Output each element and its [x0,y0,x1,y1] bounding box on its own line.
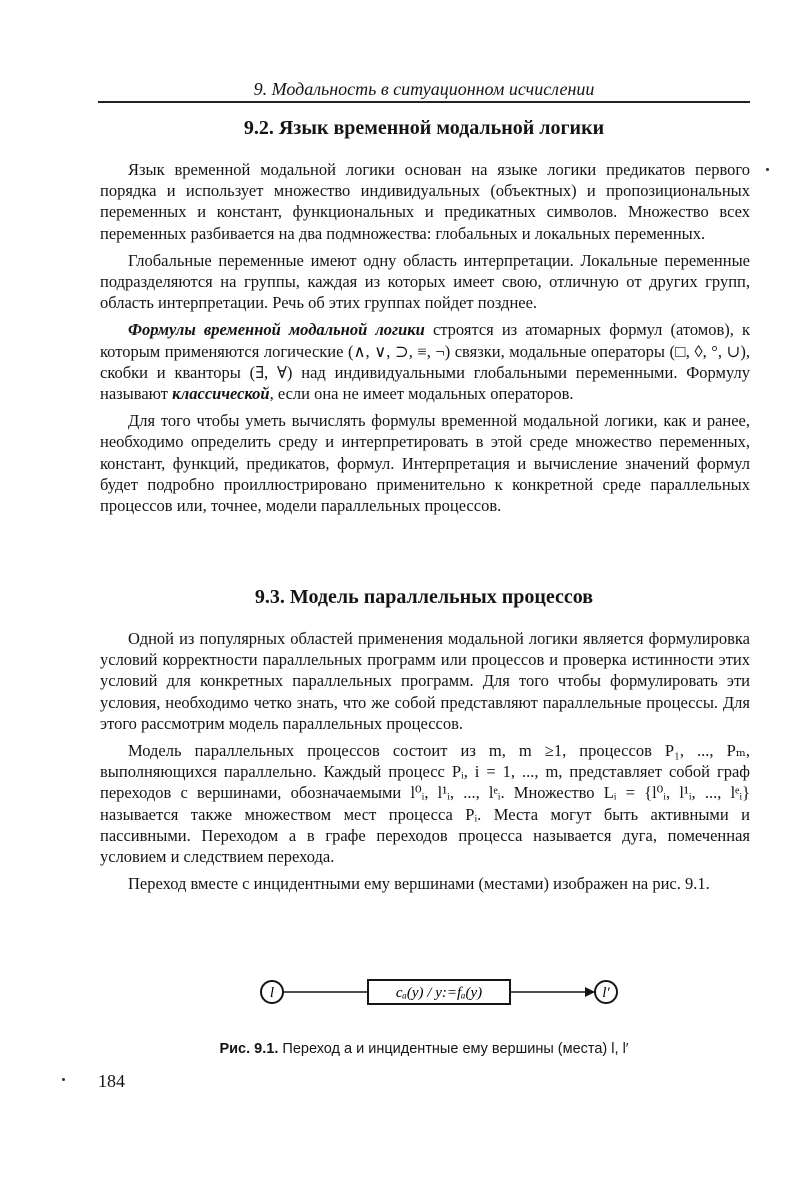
paragraph: Одной из популярных областей применения модальной логики является формулировка условий корректности параллельных программ или процессов и проверка истинности этих условий для конкретных параллельных программ. Для того чтобы формулировать эти условия, необходимо четко знать, что же собой представляют параллельные процессы. Для этого рассмотрим модель параллельных процессов. [100,629,750,733]
section-title-9-3: 9.3. Модель параллельных процессов [254,586,594,608]
paragraph-text: строятся из атомарных формул (атомов), к которым применяются логические (∧, ∨, ⊃, ≡, ¬) связки, модальные операторы (□, ◊, °, ∪), скобки и кванторы (∃, ∀) над индивидуальными глобальными переменными. Формулу называют [100,320,750,404]
caption-label: Рис. 9.1. [219,1041,279,1057]
paragraph: Глобальные переменные имеют одну область интерпретации. Локальные переменные подразделяются на группы, каждая из которых имеет свою, отличную от других групп, область интерпретации. Речь об этих группах пойдет позднее. [100,250,750,313]
paragraph [100,319,750,404]
defined-term: Формулы временной модальной логики [128,320,425,340]
transition-diagram [0,970,806,1010]
paragraph: Модель параллельных процессов состоит из m, m ≥1, процессов P₁, ..., Pₘ, выполняющихся параллельно. Каждый процесс Pᵢ, i = 1, ..., m, представляет собой граф переходов с вершинами, обозначаемыми l⁰ᵢ, l¹ᵢ, ..., lᵉᵢ. Множество Lᵢ = {l⁰ᵢ, l¹ᵢ, ..., lᵉᵢ} называется также множеством мест процесса Pᵢ. Места могут быть активными и пассивными. Переходом a в графе переходов процесса называется дуга, помеченная условием и следствием перехода. [100,741,750,867]
paragraph: Язык временной модальной логики основан на языке логики предикатов первого порядка и использует множество индивидуальных (объектных) и пропозициональных переменных и констант, функциональных и предикатных символов. Множество всех переменных разбивается на два подмножества: глобальных и локальных переменных. [100,160,750,243]
transition-label: cₐ(y) / y:=fₐ(y) [395,985,483,1001]
place-node-label: l [269,985,275,1001]
section-9-2-body [100,159,750,516]
figure-9-1 [0,970,806,1010]
paragraph: Для того чтобы уметь вычислять формулы временной модальной логики, как и ранее, необходимо определить среду и интерпретировать в этой среде множество переменных, констант, функций, предикатов, формул. Интерпретация и вычисление значений формул будет подробно проиллюстрировано применительно к конкретной среде параллельных процессов или, точнее, модели параллельных процессов. [100,411,750,516]
paragraph: Переход вместе с инцидентными ему вершинами (местами) изображен на рис. 9.1. [128,874,710,894]
place-node-label: l′ [602,985,610,1001]
caption-text: Переход a и инцидентные ему вершины (места) l, l′ [278,1041,629,1057]
section-title-9-2: 9.2. Язык временной модальной логики [243,117,605,139]
print-speck [766,168,769,171]
figure-caption [98,1040,750,1058]
page-number: 184 [98,1071,125,1091]
section-9-3-body [100,628,750,894]
paragraph-text: , если она не имеет модальных операторов. [269,384,574,404]
print-speck [62,1078,65,1081]
running-header: 9. Модальность в ситуационном исчислении [253,79,595,99]
header-rule [98,101,750,103]
defined-term: классической [172,384,270,404]
